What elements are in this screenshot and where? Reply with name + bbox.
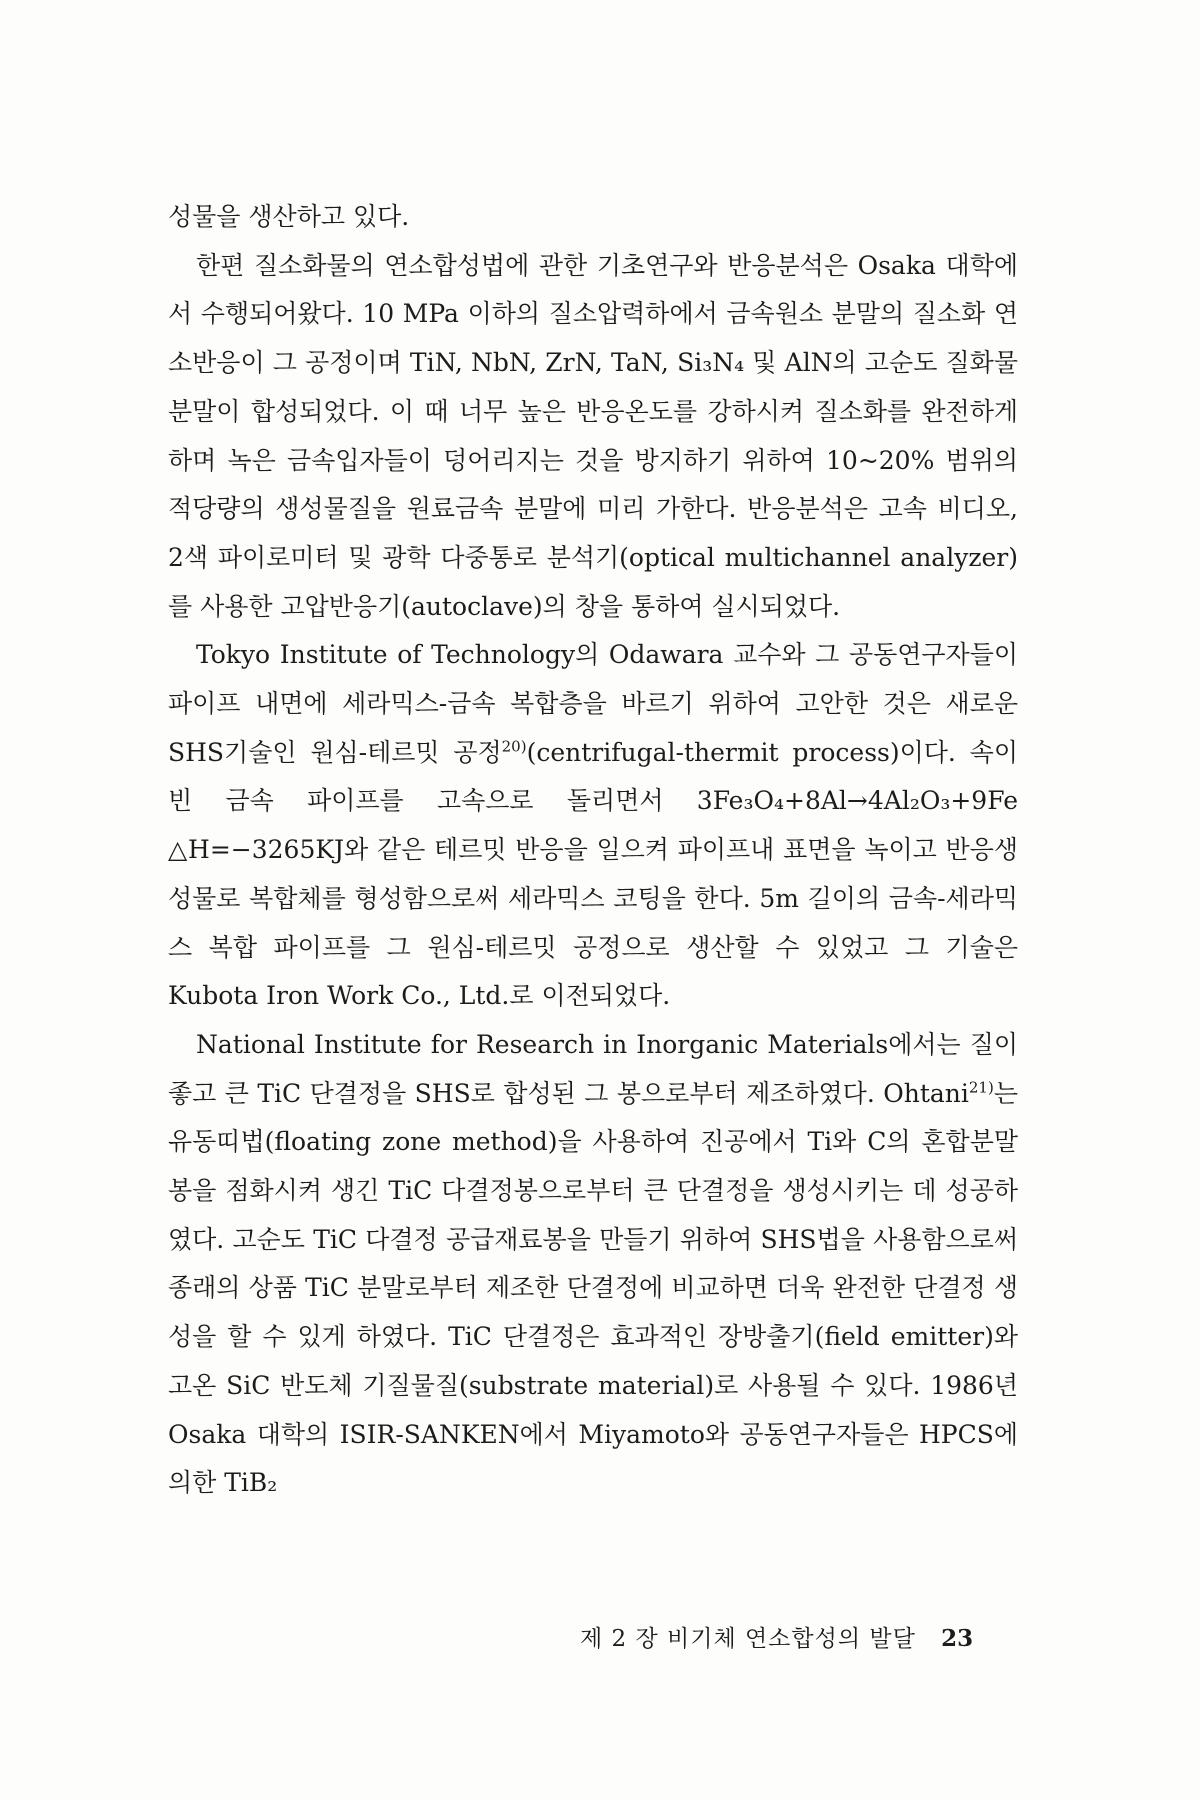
paragraph-text: Tokyo Institute of Technology의 Odawara 교수와 그 공동연구자들이 파이프 내면에 세라믹스-금속 복합층을 바르기 위하여 고안한 것은 새로운 SHS기술인 원심-테르밋 공정 [168, 640, 1018, 767]
page-number: 23 [941, 1625, 974, 1652]
paragraph-continuation: 성물을 생산하고 있다. [168, 202, 410, 231]
running-footer-chapter: 제 2 장 비기체 연소합성의 발달 [580, 1626, 916, 1652]
paragraph-nirim-tic [168, 1021, 1018, 1508]
page-footer [580, 1620, 1020, 1653]
reference-marker: 20) [501, 737, 527, 756]
paragraph-text: 는 유동띠법(floating zone method)을 사용하여 진공에서 Ti와 C의 혼합분말봉을 점화시켜 생긴 TiC 다결정봉으로부터 큰 단결정을 생성시키는 데 성공하였다. 고순도 TiC 다결정 공급재료봉을 만들기 위하여 SHS법을 사용함으로써 종래의 상품 TiC 분말로부터 제조한 단결정에 비교하면 더욱 완전한 단결정 생성을 할 수 있게 하였다. TiC 단결정은 효과적인 장방출기(field emitter)와 고온 SiC 반도체 기질물질(substrate material)로 사용될 수 있다. 1986년 Osaka 대학의 ISIR-SANKEN에서 Miyamoto와 공동연구자들은 HPCS에 의한 TiB₂ [168, 1078, 1018, 1498]
paragraph-tokyo-thermit [168, 631, 1018, 1021]
body-text [168, 193, 1018, 1508]
paragraph-osaka-nitride: 한편 질소화물의 연소합성법에 관한 기초연구와 반응분석은 Osaka 대학에서 수행되어왔다. 10 MPa 이하의 질소압력하에서 금속원소 분말의 질소화 연소반응이 그 공정이며 TiN, NbN, ZrN, TaN, Si₃N₄ 및 AlN의 고순도 질화물 분말이 합성되었다. 이 때 너무 높은 반응온도를 강하시켜 질소화를 완전하게 하며 녹은 금속입자들이 덩어리지는 것을 방지하기 위하여 10~20% 범위의 적당량의 생성물질을 원료금속 분말에 미리 가한다. 반응분석은 고속 비디오, 2색 파이로미터 및 광학 다중통로 분석기(optical multichannel analyzer)를 사용한 고압반응기(autoclave)의 창을 통하여 실시되었다. [168, 250, 1018, 621]
paragraph-text: National Institute for Research in Inorganic Materials에서는 질이 좋고 큰 TiC 단결정을 SHS로 합성된 그 봉으로부터 제조하였다. Ohtani [168, 1029, 1018, 1108]
paragraph-text: (centrifugal-thermit process)이다. 속이 빈 금속 파이프를 고속으로 돌리면서 3Fe₃O₄+8Al→4Al₂O₃+9Fe △H=−3265KJ와 같은 테르밋 반응을 일으켜 파이프내 표면을 녹이고 반응생성물로 복합체를 형성함으로써 세라믹스 코팅을 한다. 5m 길이의 금속-세라믹스 복합 파이프를 그 원심-테르밋 공정으로 생산할 수 있었고 그 기술은 Kubota Iron Work Co., Ltd.로 이전되었다. [168, 737, 1018, 1011]
reference-marker: 21) [968, 1078, 994, 1097]
